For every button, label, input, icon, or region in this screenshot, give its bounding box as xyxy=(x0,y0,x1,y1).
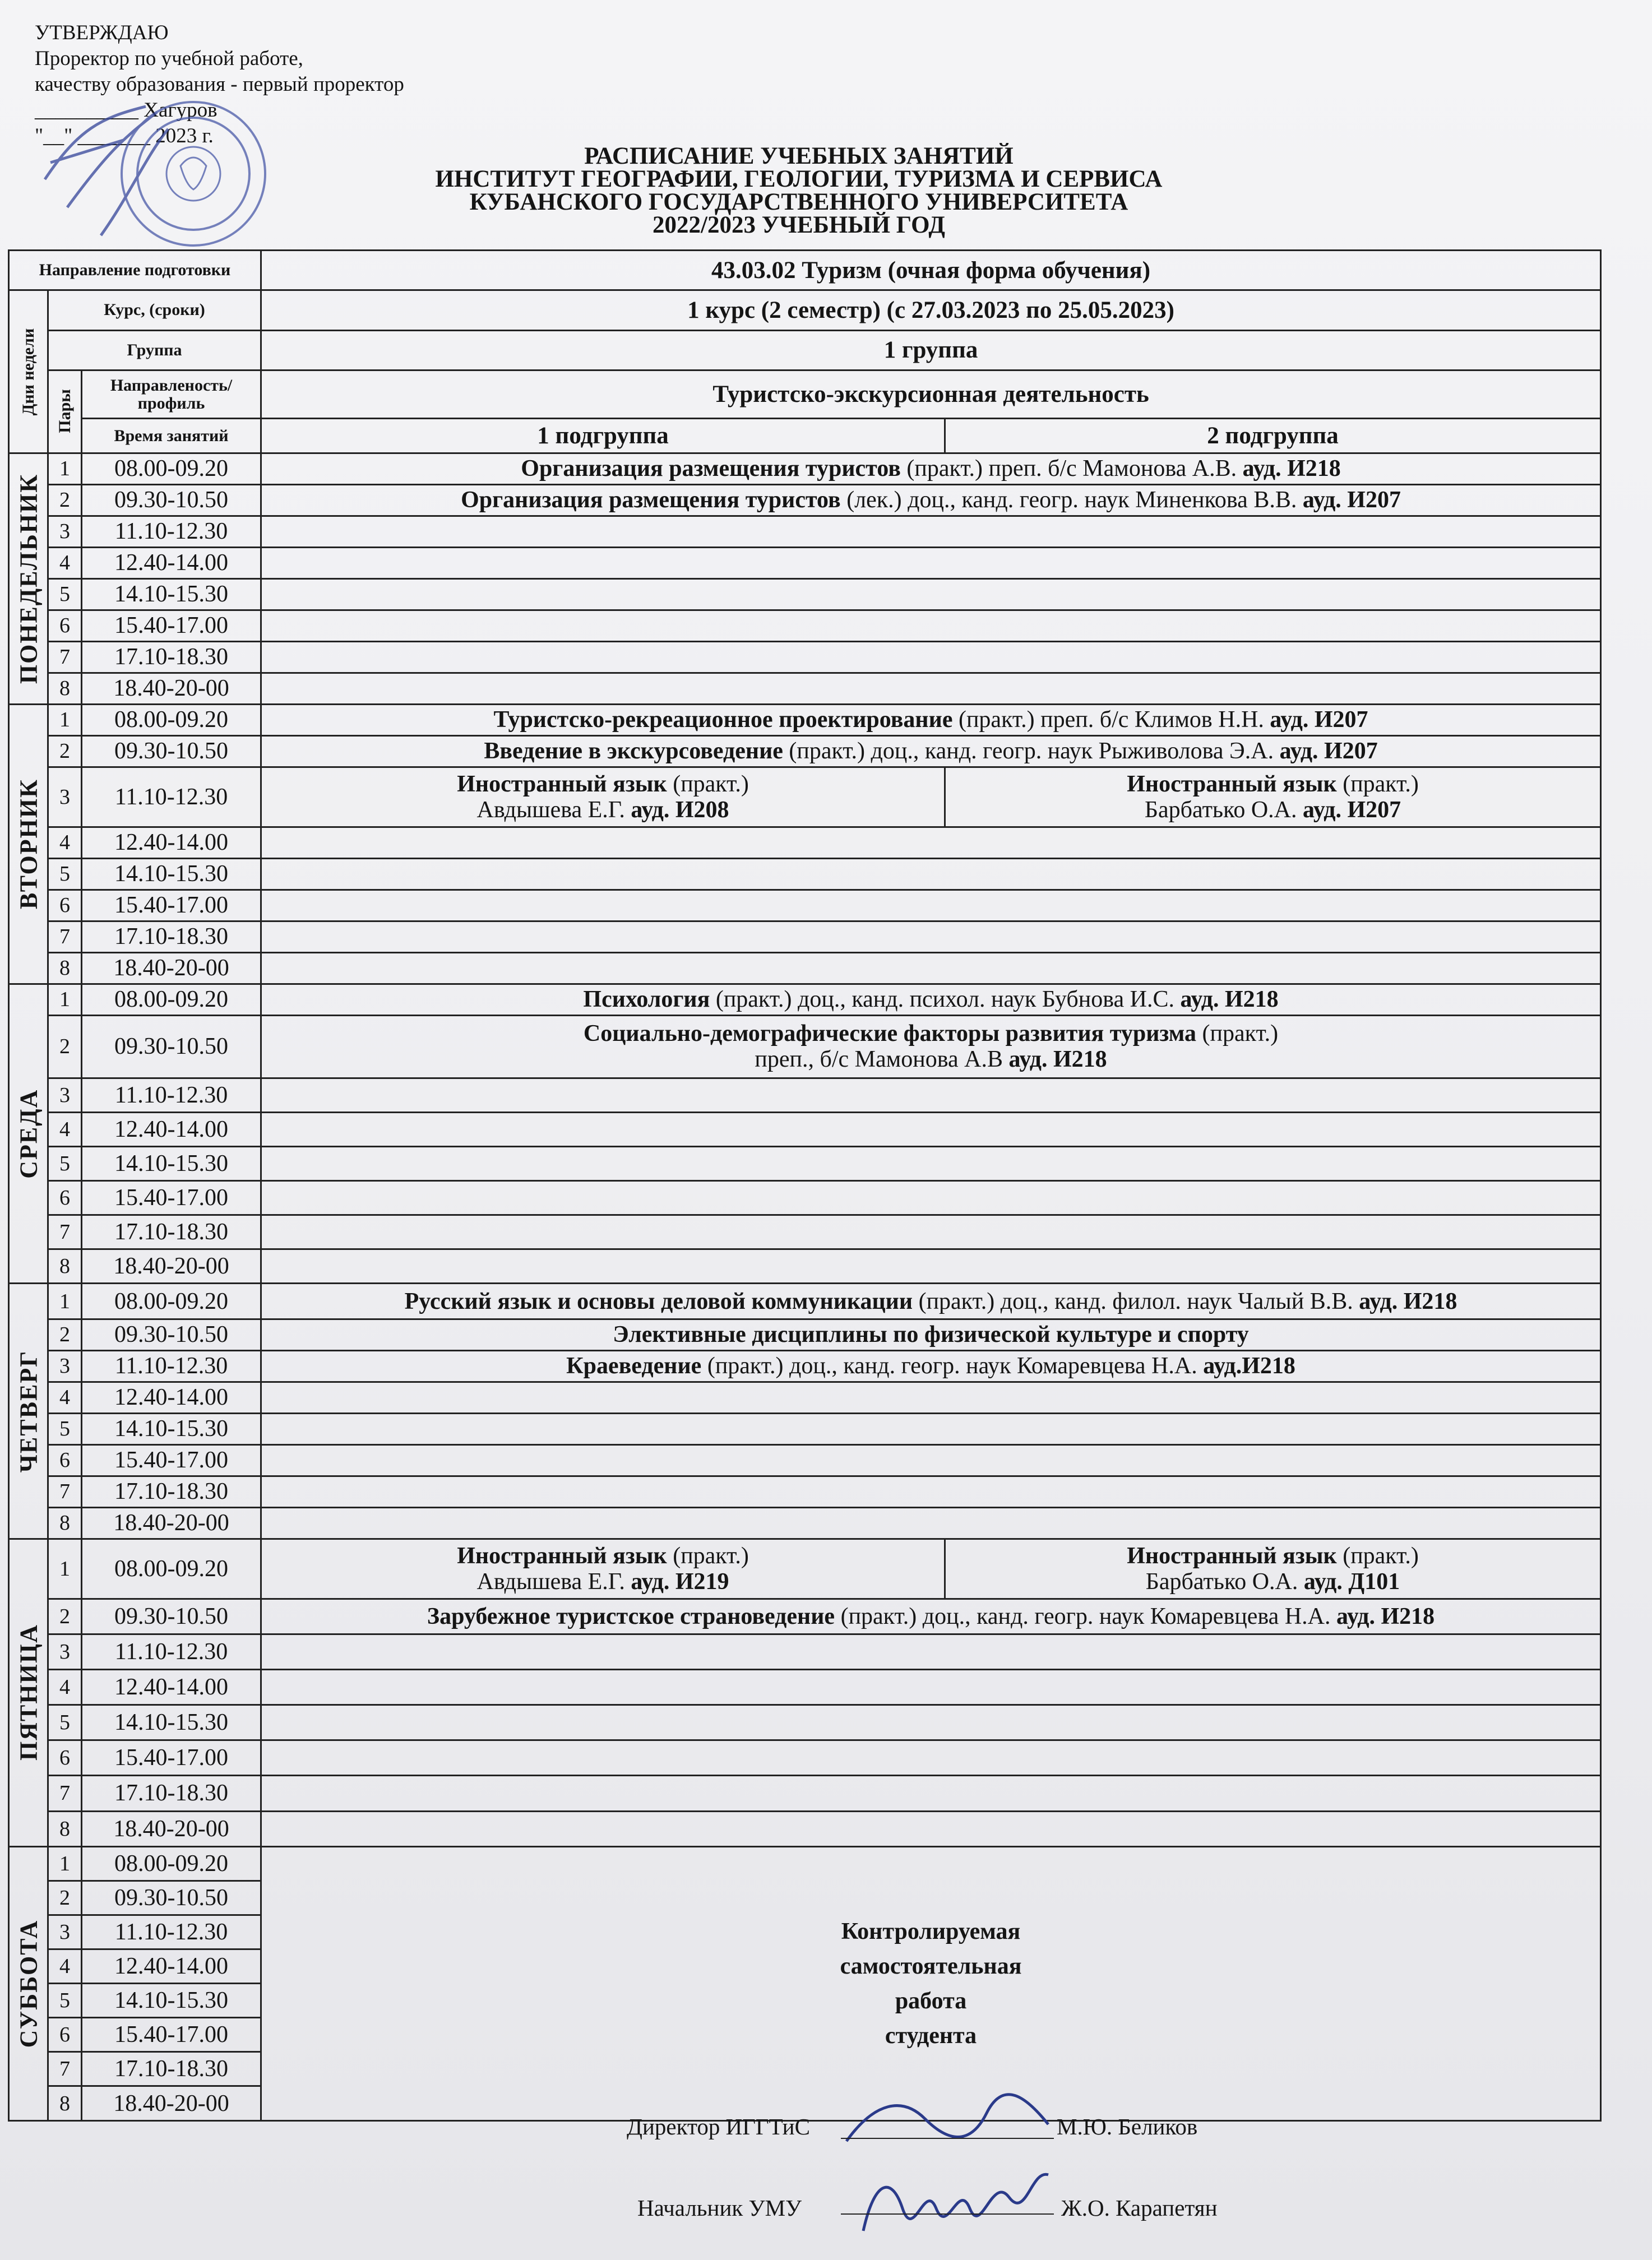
day-monday: ПОНЕДЕЛЬНИК xyxy=(9,453,48,704)
class-type: (практ.) xyxy=(1336,1543,1419,1569)
approval-line-1: УТВЕРЖДАЮ xyxy=(35,21,169,44)
pair-number: 6 xyxy=(48,890,82,921)
empty-cell xyxy=(261,610,1601,641)
pair-number: 4 xyxy=(48,1949,82,1984)
table-row xyxy=(9,1413,1601,1444)
class-teacher: Авдышева Е.Г. xyxy=(476,1568,631,1595)
pair-time: 09.30-10.50 xyxy=(82,484,261,516)
class-cell xyxy=(261,453,1601,484)
schedule-table xyxy=(8,249,1602,2122)
table-row xyxy=(9,984,1601,1015)
pair-time: 18.40-20-00 xyxy=(82,1507,261,1539)
empty-cell xyxy=(261,1382,1601,1413)
class-subject: Туристско-рекреационное проектирование xyxy=(493,707,953,733)
class-teacher: Барбатько О.А. xyxy=(1144,796,1303,823)
class-room: ауд.И218 xyxy=(1203,1353,1295,1379)
pair-number: 8 xyxy=(48,1249,82,1284)
class-subject: Иностранный язык xyxy=(457,771,667,797)
class-cell xyxy=(261,484,1601,516)
header-line-4: 2022/2023 УЧЕБНЫЙ ГОД xyxy=(653,212,945,238)
pair-number: 3 xyxy=(48,1915,82,1949)
pair-time: 14.10-15.30 xyxy=(82,1705,261,1740)
pair-number: 5 xyxy=(48,1984,82,2018)
header-line-2: ИНСТИТУТ ГЕОГРАФИИ, ГЕОЛОГИИ, ТУРИЗМА И СЕРВИСА xyxy=(435,166,1163,192)
pair-time: 14.10-15.30 xyxy=(82,858,261,890)
pair-number: 7 xyxy=(48,921,82,952)
class-type: (практ.) xyxy=(667,771,749,797)
table-row xyxy=(9,578,1601,610)
empty-cell xyxy=(261,1181,1601,1215)
approval-line-4: __________ Хагуров xyxy=(35,99,218,122)
pair-number: 5 xyxy=(48,578,82,610)
pair-time: 15.40-17.00 xyxy=(82,1181,261,1215)
table-row xyxy=(9,1015,1601,1078)
table-row xyxy=(9,827,1601,858)
pair-time: 15.40-17.00 xyxy=(82,610,261,641)
ksr-line-1: Контролируемая xyxy=(841,1918,1021,1944)
pair-time: 12.40-14.00 xyxy=(82,1669,261,1705)
day-wednesday: СРЕДА xyxy=(9,984,48,1284)
pair-time: 08.00-09.20 xyxy=(82,453,261,484)
table-row xyxy=(9,547,1601,578)
class-room: ауд. И218 xyxy=(1008,1046,1107,1073)
class-type: (практ.) xyxy=(900,456,983,482)
pair-time: 14.10-15.30 xyxy=(82,1984,261,2018)
empty-cell xyxy=(261,1705,1601,1740)
pair-time: 17.10-18.30 xyxy=(82,1215,261,1249)
class-subject: Русский язык и основы деловой коммуникации xyxy=(404,1288,913,1314)
table-row xyxy=(9,1319,1601,1350)
day-saturday: СУББОТА xyxy=(9,1846,48,2120)
pair-time: 17.10-18.30 xyxy=(82,1776,261,1811)
empty-cell xyxy=(261,1740,1601,1776)
header-line-1: РАСПИСАНИЕ УЧЕБНЫХ ЗАНЯТИЙ xyxy=(584,143,1014,169)
class-cell-subgroup-1 xyxy=(261,767,945,827)
pair-number: 4 xyxy=(48,827,82,858)
class-room: ауд. И218 xyxy=(1359,1288,1457,1314)
pair-time: 15.40-17.00 xyxy=(82,1740,261,1776)
pair-time: 18.40-20-00 xyxy=(82,1811,261,1846)
table-row xyxy=(9,1215,1601,1249)
pair-number: 1 xyxy=(48,704,82,735)
table-row xyxy=(9,610,1601,641)
pair-number: 2 xyxy=(48,1319,82,1350)
empty-cell xyxy=(261,1112,1601,1146)
empty-cell xyxy=(261,827,1601,858)
pair-time: 12.40-14.00 xyxy=(82,827,261,858)
pair-time: 09.30-10.50 xyxy=(82,1015,261,1078)
empty-cell xyxy=(261,1811,1601,1846)
class-room: ауд. И207 xyxy=(1302,487,1401,513)
pair-number: 2 xyxy=(48,1881,82,1915)
class-type: (практ.) xyxy=(913,1288,995,1314)
umu-name: Ж.О. Карапетян xyxy=(1061,2195,1218,2221)
class-subject: Психология xyxy=(583,987,710,1013)
pair-time: 12.40-14.00 xyxy=(82,1382,261,1413)
table-row xyxy=(9,1539,1601,1599)
pair-number: 8 xyxy=(48,1811,82,1846)
table-row xyxy=(9,1249,1601,1284)
class-type: (практ.) xyxy=(835,1603,917,1629)
table-row xyxy=(9,1669,1601,1705)
class-cell xyxy=(261,1284,1601,1319)
table-row xyxy=(9,1507,1601,1539)
pair-number: 2 xyxy=(48,1015,82,1078)
pair-number: 1 xyxy=(48,1284,82,1319)
profile-value: Туристско-экскурсионная деятельность xyxy=(261,370,1601,419)
table-row xyxy=(9,641,1601,673)
director-title: Директор ИГГТиС xyxy=(627,2114,810,2139)
pair-number: 3 xyxy=(48,516,82,547)
table-row xyxy=(9,890,1601,921)
pair-time: 11.10-12.30 xyxy=(82,1078,261,1112)
header-row-subgroups xyxy=(9,419,1601,453)
pair-time: 17.10-18.30 xyxy=(82,2052,261,2086)
class-teacher: преп. б/с Мамонова А.В. xyxy=(983,456,1243,482)
table-row xyxy=(9,1382,1601,1413)
pair-time: 09.30-10.50 xyxy=(82,735,261,767)
pair-number: 7 xyxy=(48,2052,82,2086)
empty-cell xyxy=(261,673,1601,704)
pair-time: 14.10-15.30 xyxy=(82,1413,261,1444)
pair-number: 2 xyxy=(48,735,82,767)
table-row xyxy=(9,1705,1601,1740)
class-room: ауд. И218 xyxy=(1180,987,1279,1013)
class-cell-subgroup-1 xyxy=(261,1539,945,1599)
pair-time: 08.00-09.20 xyxy=(82,1284,261,1319)
header-line-3: КУБАНСКОГО ГОСУДАРСТВЕННОГО УНИВЕРСИТЕТА xyxy=(469,189,1128,215)
empty-cell xyxy=(261,1669,1601,1705)
pair-time: 12.40-14.00 xyxy=(82,1949,261,1984)
class-cell xyxy=(261,1319,1601,1350)
table-row xyxy=(9,673,1601,704)
day-tuesday: ВТОРНИК xyxy=(9,704,48,984)
class-subject: Организация размещения туристов xyxy=(521,456,901,482)
pair-time: 18.40-20-00 xyxy=(82,1249,261,1284)
class-subject: Зарубежное туристское страноведение xyxy=(427,1603,835,1629)
pair-number: 4 xyxy=(48,1382,82,1413)
ksr-cell xyxy=(261,1846,1601,2120)
pair-number: 1 xyxy=(48,1846,82,1881)
header-row-direction xyxy=(9,251,1601,290)
class-cell xyxy=(261,704,1601,735)
pair-number: 8 xyxy=(48,2086,82,2121)
empty-cell xyxy=(261,952,1601,984)
class-subject: Элективные дисциплины по физической культуре и спорту xyxy=(613,1322,1249,1348)
table-row xyxy=(9,1350,1601,1382)
table-row xyxy=(9,735,1601,767)
table-row xyxy=(9,1078,1601,1112)
course-label: Курс, (сроки) xyxy=(48,290,261,330)
pair-number: 3 xyxy=(48,1634,82,1669)
class-type: (практ.) xyxy=(667,1543,749,1569)
empty-cell xyxy=(261,1078,1601,1112)
pair-time: 15.40-17.00 xyxy=(82,1444,261,1476)
class-subject: Организация размещения туристов xyxy=(461,487,841,513)
table-row xyxy=(9,1740,1601,1776)
group-label: Группа xyxy=(48,330,261,370)
class-type: (практ.) xyxy=(952,707,1035,733)
pair-time: 09.30-10.50 xyxy=(82,1599,261,1634)
class-room: ауд. И218 xyxy=(1336,1603,1435,1629)
subgroup-1-label: 1 подгруппа xyxy=(261,419,945,453)
class-room: ауд. Д101 xyxy=(1303,1568,1400,1595)
class-cell xyxy=(261,1015,1601,1078)
pair-time: 14.10-15.30 xyxy=(82,578,261,610)
class-teacher: доц., канд. геогр. наук Комаревцева Н.А. xyxy=(917,1603,1336,1629)
table-row xyxy=(9,516,1601,547)
pair-time: 11.10-12.30 xyxy=(82,767,261,827)
table-row xyxy=(9,1811,1601,1846)
class-room: ауд. И219 xyxy=(631,1568,729,1595)
pair-number: 6 xyxy=(48,1444,82,1476)
class-teacher: преп. б/с Климов Н.Н. xyxy=(1034,707,1270,733)
pair-number: 4 xyxy=(48,1112,82,1146)
table-row xyxy=(9,1444,1601,1476)
class-type: (практ.) xyxy=(1196,1021,1279,1047)
approval-seal-signature xyxy=(34,95,280,252)
pair-number: 6 xyxy=(48,610,82,641)
pair-number: 5 xyxy=(48,1413,82,1444)
pair-number: 6 xyxy=(48,1181,82,1215)
pair-number: 3 xyxy=(48,767,82,827)
pair-time: 18.40-20-00 xyxy=(82,952,261,984)
class-type: (практ.) xyxy=(701,1353,784,1379)
class-teacher: доц., канд. психол. наук Бубнова И.С. xyxy=(792,987,1181,1013)
class-teacher: Барбатько О.А. xyxy=(1145,1568,1304,1595)
empty-cell xyxy=(261,1634,1601,1669)
pair-number: 1 xyxy=(48,984,82,1015)
pair-number: 7 xyxy=(48,1476,82,1507)
empty-cell xyxy=(261,1413,1601,1444)
table-row xyxy=(9,1476,1601,1507)
approval-line-5: "__" _______ 2023 г. xyxy=(35,124,214,147)
pair-number: 8 xyxy=(48,673,82,704)
pair-number: 8 xyxy=(48,952,82,984)
pair-time: 08.00-09.20 xyxy=(82,1846,261,1881)
class-room: ауд. И218 xyxy=(1242,456,1341,482)
pair-time: 15.40-17.00 xyxy=(82,2018,261,2052)
pair-time: 11.10-12.30 xyxy=(82,1915,261,1949)
pair-number: 6 xyxy=(48,2018,82,2052)
ksr-line-3: работа xyxy=(895,1988,967,2014)
pair-time: 12.40-14.00 xyxy=(82,547,261,578)
table-row xyxy=(9,921,1601,952)
class-type: (практ.) xyxy=(783,738,866,765)
class-subject: Социально-демографические факторы развития туризма xyxy=(583,1021,1197,1047)
class-teacher: доц., канд. геогр. наук Рыживолова Э.А. xyxy=(865,738,1280,765)
pair-number: 3 xyxy=(48,1078,82,1112)
empty-cell xyxy=(261,516,1601,547)
direction-label: Направление подготовки xyxy=(9,251,261,290)
pair-number: 1 xyxy=(48,453,82,484)
pair-time: 17.10-18.30 xyxy=(82,641,261,673)
pair-number: 2 xyxy=(48,1599,82,1634)
empty-cell xyxy=(261,1476,1601,1507)
pair-time: 14.10-15.30 xyxy=(82,1147,261,1181)
class-subject: Иностранный язык xyxy=(1127,1543,1337,1569)
ksr-line-4: студента xyxy=(885,2022,977,2049)
class-room: ауд. И207 xyxy=(1270,707,1368,733)
pair-number: 5 xyxy=(48,858,82,890)
table-row xyxy=(9,1284,1601,1319)
umu-title: Начальник УМУ xyxy=(637,2195,802,2221)
class-cell xyxy=(261,1350,1601,1382)
class-type: (практ.) xyxy=(710,987,792,1013)
class-cell xyxy=(261,1599,1601,1634)
class-subject: Иностранный язык xyxy=(457,1543,667,1569)
empty-cell xyxy=(261,547,1601,578)
direction-value: 43.03.02 Туризм (очная форма обучения) xyxy=(261,251,1601,290)
days-label: Дни недели xyxy=(9,290,48,453)
director-signature xyxy=(841,2091,1054,2158)
class-room: ауд. И207 xyxy=(1279,738,1378,765)
class-cell xyxy=(261,984,1601,1015)
table-row xyxy=(9,484,1601,516)
class-room: ауд. И207 xyxy=(1303,796,1401,823)
table-row xyxy=(9,1776,1601,1811)
table-row xyxy=(9,1181,1601,1215)
table-row xyxy=(9,858,1601,890)
pair-time: 11.10-12.30 xyxy=(82,1634,261,1669)
pair-number: 4 xyxy=(48,1669,82,1705)
table-row xyxy=(9,453,1601,484)
table-row xyxy=(9,1634,1601,1669)
pair-number: 4 xyxy=(48,547,82,578)
pair-number: 5 xyxy=(48,1147,82,1181)
pair-time: 11.10-12.30 xyxy=(82,1350,261,1382)
class-teacher: доц., канд. филол. наук Чалый В.В. xyxy=(994,1288,1359,1314)
pair-number: 3 xyxy=(48,1350,82,1382)
pair-time: 15.40-17.00 xyxy=(82,890,261,921)
day-friday: ПЯТНИЦА xyxy=(9,1539,48,1846)
empty-cell xyxy=(261,1776,1601,1811)
pairs-label: Пары xyxy=(48,370,82,453)
pair-number: 7 xyxy=(48,1776,82,1811)
header-row-profile xyxy=(9,370,1601,419)
empty-cell xyxy=(261,1215,1601,1249)
pair-time: 08.00-09.20 xyxy=(82,704,261,735)
umu-signature xyxy=(841,2158,1054,2248)
subgroup-2-label: 2 подгруппа xyxy=(945,419,1601,453)
pair-number: 5 xyxy=(48,1705,82,1740)
empty-cell xyxy=(261,1507,1601,1539)
empty-cell xyxy=(261,858,1601,890)
pair-time: 12.40-14.00 xyxy=(82,1112,261,1146)
time-label: Время занятий xyxy=(82,419,261,453)
header-row-group xyxy=(9,330,1601,370)
empty-cell xyxy=(261,1147,1601,1181)
pair-time: 08.00-09.20 xyxy=(82,1539,261,1599)
course-value: 1 курс (2 семестр) (с 27.03.2023 по 25.05.2023) xyxy=(261,290,1601,330)
class-subject: Введение в экскурсоведение xyxy=(484,738,783,765)
header-row-course xyxy=(9,290,1601,330)
pair-time: 09.30-10.50 xyxy=(82,1881,261,1915)
pair-time: 11.10-12.30 xyxy=(82,516,261,547)
class-type: (лек.) xyxy=(840,487,902,513)
pair-number: 6 xyxy=(48,1740,82,1776)
pair-time: 17.10-18.30 xyxy=(82,1476,261,1507)
pair-number: 7 xyxy=(48,1215,82,1249)
table-row xyxy=(9,1846,1601,1881)
pair-time: 18.40-20-00 xyxy=(82,2086,261,2121)
pair-time: 17.10-18.30 xyxy=(82,921,261,952)
empty-cell xyxy=(261,578,1601,610)
empty-cell xyxy=(261,641,1601,673)
class-subject: Краеведение xyxy=(566,1353,702,1379)
approval-line-3: качеству образования - первый проректор xyxy=(35,73,404,96)
class-subject: Иностранный язык xyxy=(1127,771,1337,797)
class-type: (практ.) xyxy=(1336,771,1419,797)
group-value: 1 группа xyxy=(261,330,1601,370)
class-teacher: преп., б/с Мамонова А.В xyxy=(755,1046,1009,1073)
document-header xyxy=(280,145,1317,237)
day-thursday: ЧЕТВЕРГ xyxy=(9,1284,48,1539)
empty-cell xyxy=(261,1444,1601,1476)
class-teacher: Авдышева Е.Г. xyxy=(476,796,631,823)
pair-time: 18.40-20-00 xyxy=(82,673,261,704)
class-room: ауд. И208 xyxy=(631,796,729,823)
empty-cell xyxy=(261,890,1601,921)
ksr-line-2: самостоятельная xyxy=(840,1953,1022,1979)
empty-cell xyxy=(261,1249,1601,1284)
table-row xyxy=(9,704,1601,735)
pair-number: 7 xyxy=(48,641,82,673)
class-cell-subgroup-2 xyxy=(945,1539,1601,1599)
empty-cell xyxy=(261,921,1601,952)
profile-label: Направленость/ профиль xyxy=(82,370,261,419)
table-row xyxy=(9,1599,1601,1634)
approval-line-2: Проректор по учебной работе, xyxy=(35,47,303,70)
pair-time: 09.30-10.50 xyxy=(82,1319,261,1350)
class-teacher: доц., канд. геогр. наук Миненкова В.В. xyxy=(901,487,1303,513)
table-row xyxy=(9,1112,1601,1146)
table-row xyxy=(9,1147,1601,1181)
director-name: М.Ю. Беликов xyxy=(1057,2114,1198,2139)
class-cell xyxy=(261,735,1601,767)
table-row xyxy=(9,767,1601,827)
table-row xyxy=(9,952,1601,984)
pair-time: 08.00-09.20 xyxy=(82,984,261,1015)
pair-number: 2 xyxy=(48,484,82,516)
class-cell-subgroup-2 xyxy=(945,767,1601,827)
class-teacher: доц., канд. геогр. наук Комаревцева Н.А. xyxy=(783,1353,1204,1379)
pair-number: 1 xyxy=(48,1539,82,1599)
pair-number: 8 xyxy=(48,1507,82,1539)
